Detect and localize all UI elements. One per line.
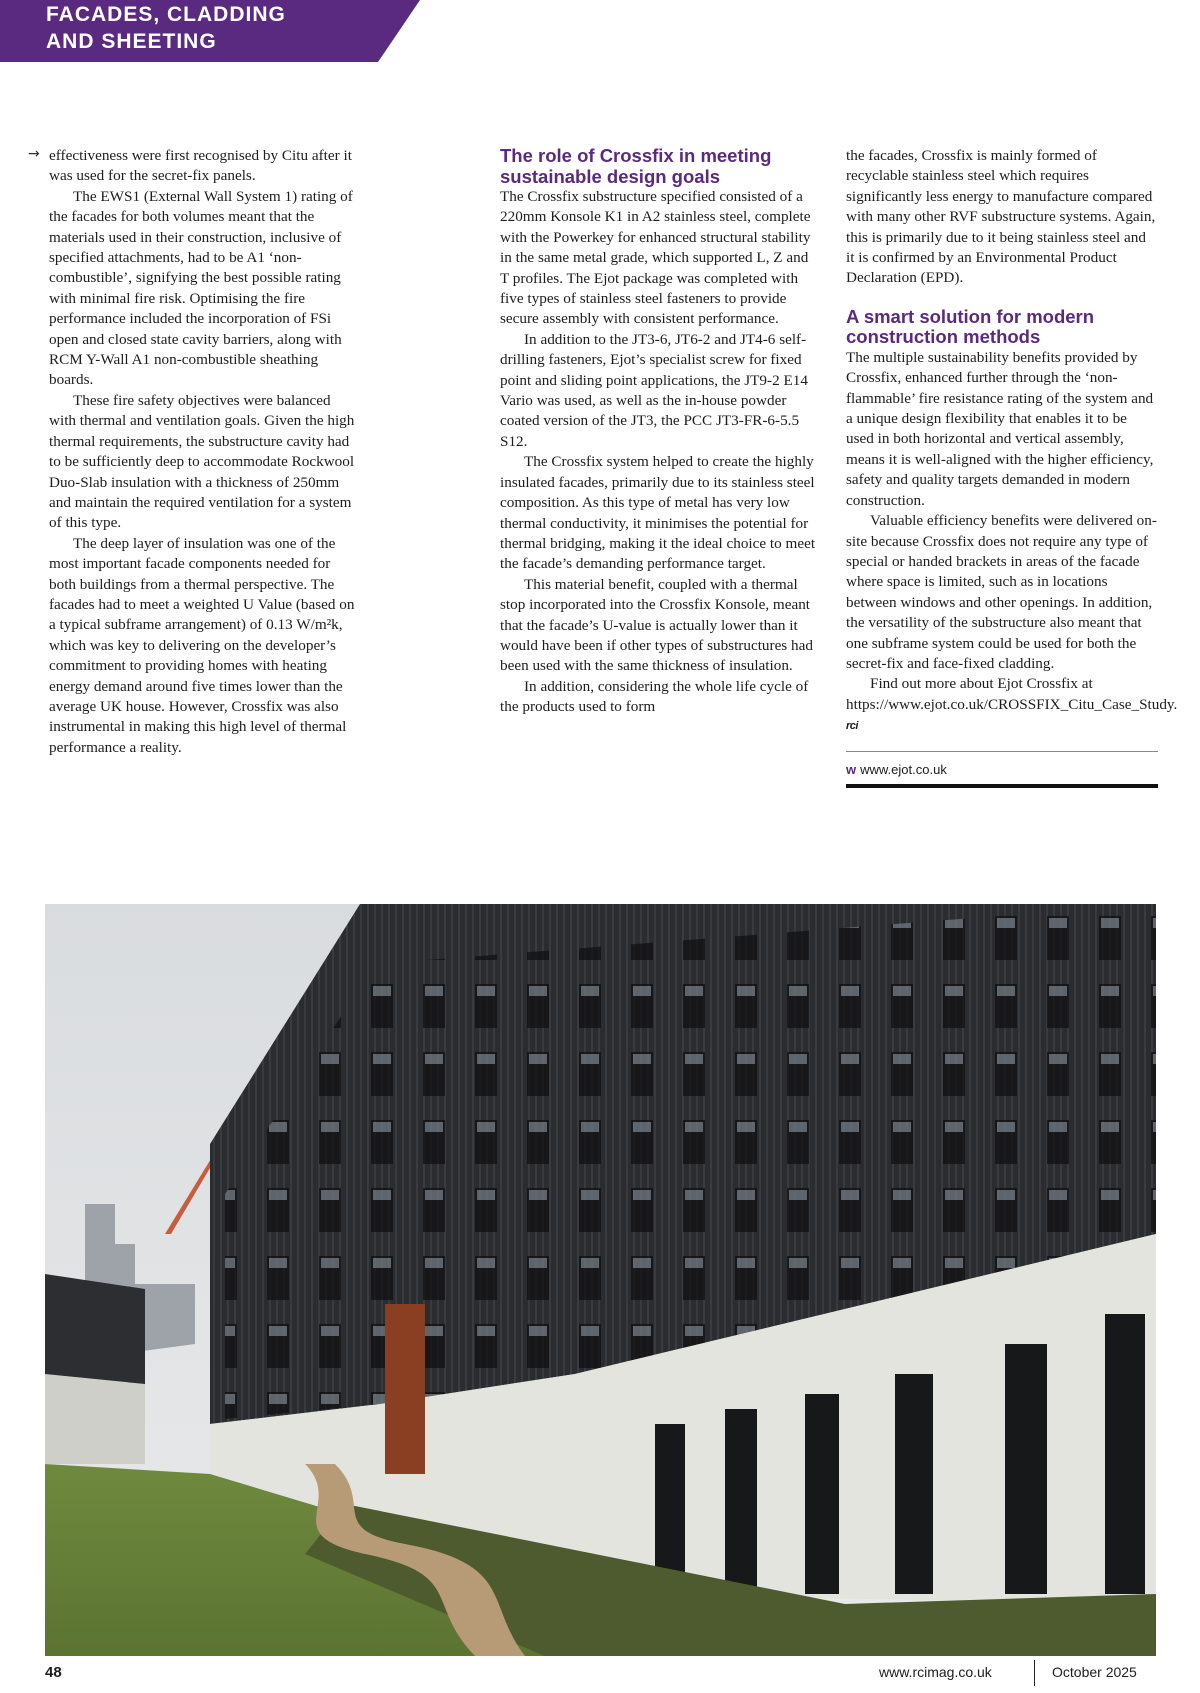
page-number: 48 — [45, 1664, 62, 1681]
website-line — [846, 760, 1158, 780]
paragraph: the facades, Crossfix is mainly formed of recyclable stainless steel which requires significantly less energy to manufacture compared with many other RVF substructure systems. Again, this is primarily due to it being stainless steel and it is confirmed by an Environmental Product Declaration (EPD). — [846, 147, 1156, 287]
paragraph: This material benefit, coupled with a thermal stop incorporated into the Crossfix Konsole, meant that the facade’s U-value is actually lower than it would have been if other types of substructures had been used with the same thickness of insulation. — [500, 575, 813, 675]
article-column-3 — [846, 146, 1178, 788]
section-title-line-1: FACADES, CLADDING — [46, 3, 286, 26]
divider — [846, 784, 1158, 788]
arrow-right-icon: → — [28, 146, 40, 162]
subheading: The role of Crossfix in meeting sustainable design goals — [500, 145, 772, 187]
footer-divider — [1034, 1660, 1035, 1686]
issue-date: October 2025 — [1052, 1664, 1137, 1680]
paragraph: The deep layer of insulation was one of the most important facade components needed for both buildings from a thermal perspective. The facades had to meet a weighted U Value (based on a typical subframe arrangement) of 0.13 W/m²k, which was key to delivering on the developer’s commitment to providing homes with heating energy demand around five times lower than the average UK house. However, Crossfix was also instrumental in making this high level of thermal performance a reality. — [49, 534, 355, 756]
subheading: A smart solution for modern construction methods — [846, 305, 1095, 348]
paragraph: In addition, considering the whole life cycle of the products used to form — [500, 677, 809, 716]
paragraph: The Crossfix system helped to create the highly insulated facades, primarily due to its stainless steel composition. As this type of metal has very low thermal conductivity, it minimises the potential for thermal bridging, making it the ideal choice to meet the facade’s demanding performance target. — [500, 453, 816, 573]
paragraph: effectiveness were first recognised by Citu after it was used for the secret-fix panels. — [49, 147, 352, 185]
paragraph: These fire safety objectives were balanced with thermal and ventilation goals. Given the high thermal requirements, the substructure cavity had to be sufficiently deep to accommodate Rockwool Duo-Slab insulation with a thickness of 250mm and maintain the required ventilation for a system of this type. — [49, 391, 355, 532]
page-footer — [0, 1664, 1200, 1688]
paragraph: In addition to the JT3-6, JT6-2 and JT4-6 self-drilling fasteners, Ejot’s specialist screw for fixed point and sliding point applications, the JT9-2 E14 Vario was used, as well as the in-house powder coated version of the JT3, the PCC JT3-FR-6-5.5 S12. — [500, 330, 808, 450]
website-link[interactable]: www.ejot.co.uk — [860, 761, 947, 777]
closing-text: Find out more about Ejot Crossfix at https://www.ejot.co.uk/CROSSFIX_Citu_Case_Study. — [846, 675, 1178, 713]
rci-end-logo: rci — [846, 720, 858, 733]
website-box — [846, 751, 1158, 788]
section-title-line-2: AND SHEETING — [46, 30, 217, 53]
web-prefix: w — [846, 761, 857, 777]
article-column-2 — [500, 146, 818, 718]
building-photo — [45, 904, 1156, 1656]
magazine-website[interactable]: www.rcimag.co.uk — [879, 1664, 992, 1680]
article-column-1 — [49, 146, 361, 758]
paragraph: Valuable efficiency benefits were delivered on-site because Crossfix does not require any type of special or handed brackets in areas of the facade where space is limited, such as in locations between windows and other openings. In addition, the versatility of the substructure also meant that one subframe system could be used for both the secret-fix and face-fixed cladding. — [846, 512, 1157, 672]
paragraph-closing — [846, 674, 1178, 736]
left-block-base — [45, 1374, 145, 1464]
paragraph: The Crossfix substructure specified consisted of a 220mm Konsole K1 in A2 stainless steel, complete with the Powerkey for enhanced structural stability in the same metal grade, which supported L, Z and T profiles. The Ejot package was completed with five types of stainless steel fasteners to provide secure assembly with consistent performance. — [500, 188, 811, 328]
section-title — [46, 1, 286, 55]
paragraph: The multiple sustainability benefits provided by Crossfix, enhanced further through the ‘non-flammable’ fire resistance rating of the system and a unique design flexibility that enables it to be used in both horizontal and vertical assembly, means it is well-aligned with the higher efficiency, safety and quality targets demanded in modern construction. — [846, 348, 1154, 509]
paragraph: The EWS1 (External Wall System 1) rating of the facades for both volumes meant that the materials used in their construction, inclusive of specified attachments, had to be A1 ‘non-combustible’, signifying the best possible rating with minimal fire risk. Optimising the fire performance included the incorporation of FSi open and closed state cavity barriers, along with RCM Y-Wall A1 non-combustible sheathing boards. — [49, 187, 353, 389]
orange-feature-panel — [385, 1304, 425, 1474]
